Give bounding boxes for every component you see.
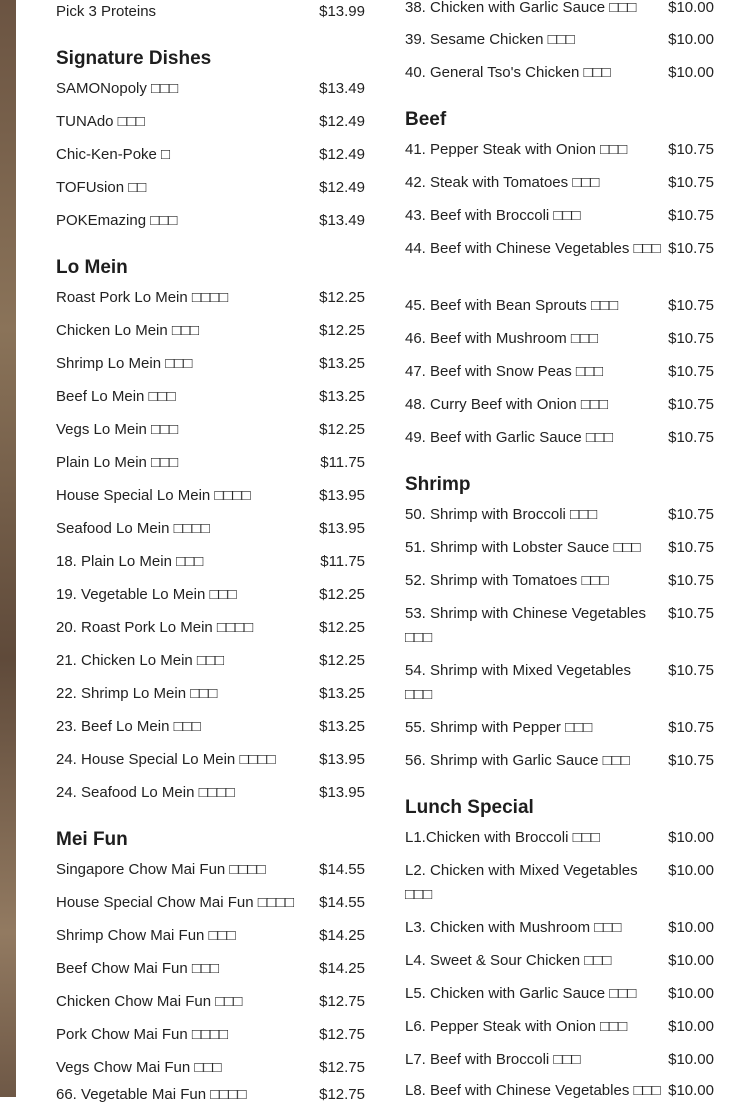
item-name: 48. Curry Beef with Onion □□□ <box>405 396 609 413</box>
item-price: $10.75 <box>668 396 714 413</box>
item-name: 49. Beef with Garlic Sauce □□□ <box>405 429 614 446</box>
menu-item[interactable] <box>405 536 714 560</box>
item-name: 51. Shrimp with Lobster Sauce □□□ <box>405 539 641 556</box>
menu-item[interactable] <box>56 418 365 442</box>
item-price: $13.49 <box>319 212 365 229</box>
item-name: 45. Beef with Bean Sprouts □□□ <box>405 297 619 314</box>
item-price: $12.25 <box>319 421 365 438</box>
menu-item[interactable] <box>56 77 365 101</box>
item-name: 66. Vegetable Mai Fun □□□□ <box>56 1086 247 1103</box>
section-heading-lo-mein: Lo Mein <box>56 257 128 278</box>
menu-item[interactable] <box>56 957 365 981</box>
menu-item[interactable] <box>405 61 714 85</box>
item-price: $13.95 <box>319 520 365 537</box>
item-name: L6. Pepper Steak with Onion □□□ <box>405 1018 628 1035</box>
section-heading-signature-dishes: Signature Dishes <box>56 48 212 69</box>
menu-item[interactable] <box>56 924 365 948</box>
menu-item[interactable] <box>405 204 714 228</box>
item-name: TUNAdo □□□ <box>56 113 145 130</box>
item-price: $10.75 <box>668 297 714 314</box>
item-name: Seafood Lo Mein □□□□ <box>56 520 210 537</box>
item-name: Shrimp Lo Mein □□□ <box>56 355 193 372</box>
menu-item[interactable] <box>56 649 365 673</box>
item-name: Pork Chow Mai Fun □□□□ <box>56 1026 229 1043</box>
item-price: $10.75 <box>668 429 714 446</box>
item-price: $14.55 <box>319 894 365 911</box>
menu-item[interactable] <box>56 517 365 541</box>
item-price: $10.75 <box>668 240 714 257</box>
menu-item[interactable] <box>56 1056 365 1080</box>
item-name: 43. Beef with Broccoli □□□ <box>405 207 581 224</box>
menu-item[interactable] <box>56 616 365 640</box>
item-price: $10.75 <box>668 207 714 224</box>
menu-item[interactable] <box>56 858 365 882</box>
item-name: TOFUsion □□ <box>56 179 147 196</box>
section-heading-beef: Beef <box>405 109 447 130</box>
item-name: Pick 3 Proteins <box>56 3 157 20</box>
item-price: $13.25 <box>319 685 365 702</box>
menu-item[interactable] <box>405 426 714 450</box>
menu-item[interactable] <box>405 294 714 318</box>
item-price: $10.75 <box>668 572 714 589</box>
menu-item[interactable] <box>405 171 714 195</box>
menu-item[interactable] <box>56 209 365 233</box>
item-name: 54. Shrimp with Mixed Vegetables □□□ <box>405 662 631 703</box>
item-name: 52. Shrimp with Tomatoes □□□ <box>405 572 609 589</box>
menu-item[interactable] <box>405 237 714 261</box>
menu-item[interactable] <box>405 28 714 52</box>
item-name: 42. Steak with Tomatoes □□□ <box>405 174 600 191</box>
menu-item[interactable] <box>405 569 714 593</box>
item-name: 44. Beef with Chinese Vegetables □□□ <box>405 240 661 257</box>
item-name: 40. General Tso's Chicken □□□ <box>405 64 611 81</box>
item-name: 41. Pepper Steak with Onion □□□ <box>405 141 628 158</box>
menu-item[interactable] <box>56 1083 365 1107</box>
item-name: Beef Chow Mai Fun □□□ <box>56 960 220 977</box>
menu-item[interactable] <box>405 1048 714 1072</box>
menu-item[interactable] <box>56 0 365 24</box>
item-name: POKEmazing □□□ <box>56 212 178 229</box>
item-name: Beef Lo Mein □□□ <box>56 388 176 405</box>
item-price: $10.75 <box>668 662 714 679</box>
item-price: $11.75 <box>320 454 365 471</box>
menu-item[interactable] <box>56 583 365 607</box>
item-price: $13.95 <box>319 784 365 801</box>
menu-item[interactable] <box>56 352 365 376</box>
item-price: $10.75 <box>668 539 714 556</box>
menu-item[interactable] <box>56 550 365 574</box>
menu-item[interactable] <box>405 659 714 707</box>
item-name: Chicken Lo Mein □□□ <box>56 322 200 339</box>
item-price: $13.99 <box>319 3 365 20</box>
item-name: 24. Seafood Lo Mein □□□□ <box>56 784 235 801</box>
menu-item[interactable] <box>56 176 365 200</box>
menu-item[interactable] <box>405 949 714 973</box>
item-name: L7. Beef with Broccoli □□□ <box>405 1051 581 1068</box>
menu-item[interactable] <box>405 916 714 940</box>
item-name: Plain Lo Mein □□□ <box>56 454 179 471</box>
item-name: 47. Beef with Snow Peas □□□ <box>405 363 604 380</box>
item-price: $14.25 <box>319 960 365 977</box>
item-price: $12.25 <box>319 652 365 669</box>
item-name: 23. Beef Lo Mein □□□ <box>56 718 201 735</box>
item-price: $12.75 <box>319 1026 365 1043</box>
item-name: 56. Shrimp with Garlic Sauce □□□ <box>405 752 630 769</box>
menu-item[interactable] <box>56 451 365 475</box>
item-price: $13.95 <box>319 487 365 504</box>
item-name: 38. Chicken with Garlic Sauce □□□ <box>405 0 637 16</box>
item-price: $10.00 <box>668 1018 714 1035</box>
item-price: $12.75 <box>319 993 365 1010</box>
menu-item[interactable] <box>405 982 714 1006</box>
menu-item[interactable] <box>56 715 365 739</box>
item-name: 21. Chicken Lo Mein □□□ <box>56 652 225 669</box>
item-price: $11.75 <box>320 553 365 570</box>
item-name: L5. Chicken with Garlic Sauce □□□ <box>405 985 637 1002</box>
menu-item[interactable] <box>405 749 714 773</box>
menu-item[interactable] <box>405 826 714 850</box>
item-name: Roast Pork Lo Mein □□□□ <box>56 289 229 306</box>
item-price: $10.00 <box>668 1082 714 1099</box>
item-name: 55. Shrimp with Pepper □□□ <box>405 719 593 736</box>
item-price: $10.00 <box>668 862 714 879</box>
item-name: 18. Plain Lo Mein □□□ <box>56 553 204 570</box>
item-price: $10.00 <box>668 1051 714 1068</box>
item-name: Chicken Chow Mai Fun □□□ <box>56 993 243 1010</box>
menu-item[interactable] <box>56 781 365 805</box>
item-name: 53. Shrimp with Chinese Vegetables □□□ <box>405 605 646 646</box>
item-price: $12.49 <box>319 179 365 196</box>
menu-item[interactable] <box>56 286 365 310</box>
item-name: 46. Beef with Mushroom □□□ <box>405 330 599 347</box>
menu-item[interactable] <box>405 859 714 907</box>
menu-item[interactable] <box>56 891 365 915</box>
item-price: $13.49 <box>319 80 365 97</box>
menu-item[interactable] <box>405 393 714 417</box>
item-price: $12.25 <box>319 586 365 603</box>
item-name: L3. Chicken with Mushroom □□□ <box>405 919 622 936</box>
item-name: 22. Shrimp Lo Mein □□□ <box>56 685 218 702</box>
item-price: $10.75 <box>668 506 714 523</box>
menu-item[interactable] <box>405 138 714 162</box>
item-price: $12.25 <box>319 619 365 636</box>
item-price: $14.25 <box>319 927 365 944</box>
menu-item[interactable] <box>405 503 714 527</box>
item-name: Vegs Lo Mein □□□ <box>56 421 179 438</box>
item-price: $12.75 <box>319 1059 365 1076</box>
item-price: $10.75 <box>668 605 714 622</box>
item-name: L1.Chicken with Broccoli □□□ <box>405 829 600 846</box>
item-price: $10.75 <box>668 719 714 736</box>
menu-item[interactable] <box>56 319 365 343</box>
menu-item[interactable] <box>405 602 714 650</box>
item-price: $10.75 <box>668 330 714 347</box>
item-name: 24. House Special Lo Mein □□□□ <box>56 751 276 768</box>
item-price: $12.25 <box>319 289 365 306</box>
menu-item[interactable] <box>56 682 365 706</box>
menu-item[interactable] <box>56 110 365 134</box>
item-price: $12.75 <box>319 1086 365 1103</box>
item-name: SAMONopoly □□□ <box>56 80 179 97</box>
menu-item[interactable] <box>405 360 714 384</box>
item-price: $12.25 <box>319 322 365 339</box>
menu-item[interactable] <box>56 385 365 409</box>
item-price: $13.25 <box>319 388 365 405</box>
background-photo-edge <box>0 0 16 1097</box>
item-price: $10.00 <box>668 919 714 936</box>
item-price: $14.55 <box>319 861 365 878</box>
item-name: Shrimp Chow Mai Fun □□□ <box>56 927 236 944</box>
item-price: $10.00 <box>668 952 714 969</box>
item-price: $13.25 <box>319 718 365 735</box>
menu-item[interactable] <box>405 1079 714 1103</box>
menu-item[interactable] <box>405 716 714 740</box>
item-name: 50. Shrimp with Broccoli □□□ <box>405 506 598 523</box>
item-name: 19. Vegetable Lo Mein □□□ <box>56 586 237 603</box>
item-price: $10.00 <box>668 31 714 48</box>
item-price: $12.49 <box>319 146 365 163</box>
section-heading-shrimp: Shrimp <box>405 474 471 495</box>
item-price: $10.00 <box>668 829 714 846</box>
item-name: Chic-Ken-Poke □ <box>56 146 171 163</box>
menu-item[interactable] <box>56 990 365 1014</box>
item-name: L2. Chicken with Mixed Vegetables □□□ <box>405 862 638 903</box>
item-name: 20. Roast Pork Lo Mein □□□□ <box>56 619 254 636</box>
item-price: $10.75 <box>668 174 714 191</box>
item-name: House Special Chow Mai Fun □□□□ <box>56 894 295 911</box>
menu-item[interactable] <box>405 327 714 351</box>
item-name: House Special Lo Mein □□□□ <box>56 487 251 504</box>
item-price: $10.75 <box>668 363 714 380</box>
menu-item[interactable] <box>56 143 365 167</box>
item-name: 39. Sesame Chicken □□□ <box>405 31 575 48</box>
item-price: $13.95 <box>319 751 365 768</box>
item-price: $12.49 <box>319 113 365 130</box>
item-price: $10.75 <box>668 752 714 769</box>
menu-item[interactable] <box>405 0 714 20</box>
menu-item[interactable] <box>56 1023 365 1047</box>
section-heading-mei-fun: Mei Fun <box>56 829 128 850</box>
item-name: L4. Sweet & Sour Chicken □□□ <box>405 952 612 969</box>
item-price: $10.00 <box>668 64 714 81</box>
item-name: Vegs Chow Mai Fun □□□ <box>56 1059 222 1076</box>
section-heading-lunch-special: Lunch Special <box>405 797 534 818</box>
item-price: $13.25 <box>319 355 365 372</box>
menu-item[interactable] <box>56 484 365 508</box>
menu-item[interactable] <box>405 1015 714 1039</box>
item-price: $10.00 <box>668 985 714 1002</box>
item-name: L8. Beef with Chinese Vegetables □□□ <box>405 1082 661 1099</box>
item-price: $10.75 <box>668 141 714 158</box>
item-price: $10.00 <box>668 0 714 16</box>
menu-item[interactable] <box>56 748 365 772</box>
item-name: Singapore Chow Mai Fun □□□□ <box>56 861 266 878</box>
